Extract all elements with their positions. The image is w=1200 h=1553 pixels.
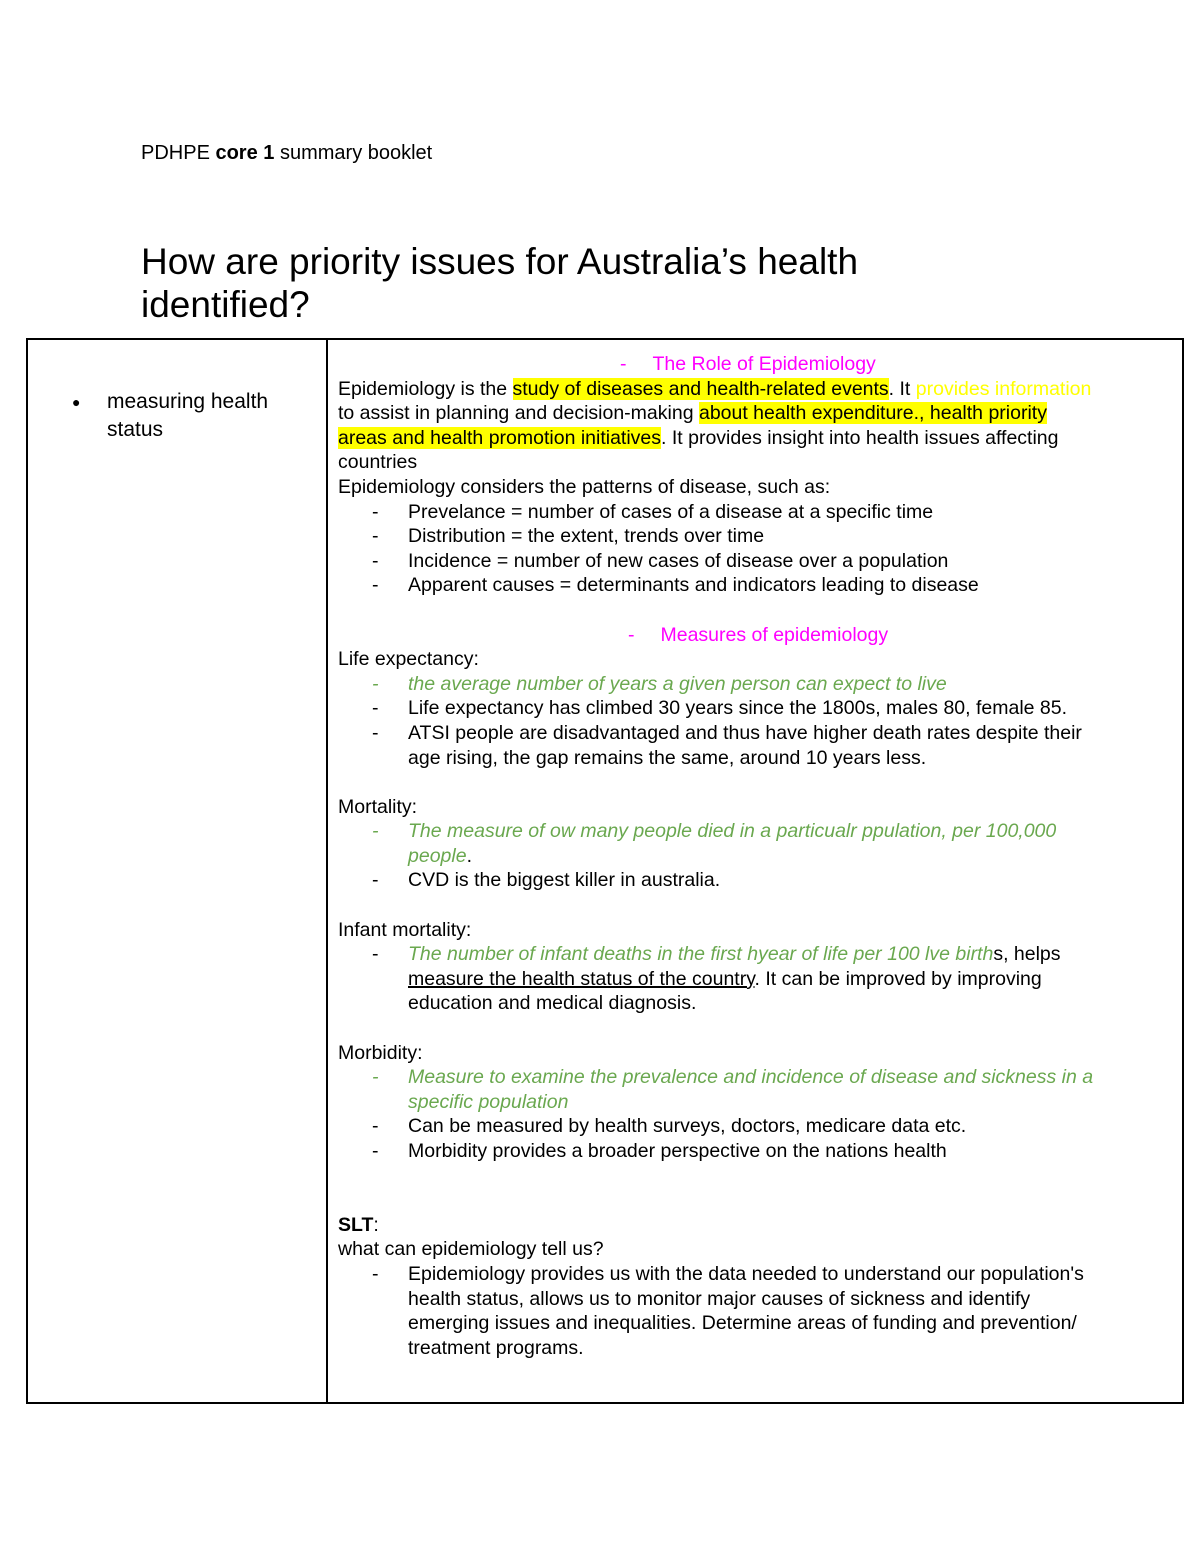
item-text: treatment programs. — [408, 1336, 584, 1359]
dash: - — [372, 500, 379, 523]
highlight-text: study of diseases and health-related events — [512, 377, 889, 400]
intro-line-2 — [338, 401, 1178, 426]
list-item — [338, 1262, 1178, 1287]
item-text: emerging issues and inequalities. Determine areas of funding and prevention/ — [408, 1312, 1077, 1335]
topic-line-1: measuring health — [107, 390, 269, 413]
underlined-text: measure the health status of the country — [408, 967, 755, 990]
list-item-continued — [338, 1287, 1178, 1312]
definition-text: specific population — [408, 1090, 569, 1113]
slt-colon: : — [373, 1213, 379, 1236]
list-item — [338, 696, 1178, 721]
definition-text: The measure of ow many people died in a particualr ppulation, per 100,000 — [408, 820, 1057, 843]
measures-heading — [338, 623, 1178, 648]
topic-label — [107, 388, 307, 444]
list-item-continued — [338, 967, 1178, 992]
heading-dash: - — [620, 353, 627, 375]
summary-table — [26, 338, 1184, 1404]
subtitle-bold: core 1 — [215, 142, 275, 164]
list-item — [338, 721, 1178, 746]
spacer — [338, 893, 1178, 918]
slt-label — [338, 1213, 1178, 1238]
slt-bold: SLT — [338, 1213, 374, 1236]
highlight-text: areas and health promotion initiatives — [338, 426, 662, 449]
dash: - — [372, 672, 379, 695]
item-text: Morbidity provides a broader perspective on the nations health — [408, 1140, 947, 1162]
item-text: Life expectancy has climbed 30 years since the 1800s, males 80, female 85. — [408, 697, 1068, 720]
intro-text: . It — [888, 377, 916, 400]
definition-text: The number of infant deaths in the first hyear of life per 100 lve birth — [408, 943, 994, 966]
intro-line-5: Epidemiology considers the patterns of disease, such as: — [338, 475, 831, 498]
definition-text: people — [408, 844, 467, 867]
item-text: education and medical diagnosis. — [408, 992, 697, 1015]
item-text: s, helps — [993, 943, 1061, 966]
dash: - — [372, 1262, 379, 1285]
yellow-text: provides information — [915, 377, 1092, 400]
dash: - — [372, 1140, 379, 1162]
intro-line-1 — [338, 377, 1178, 402]
list-item — [338, 1065, 1178, 1090]
mortality-label: Mortality: — [338, 795, 418, 818]
item-text: Incidence = number of new cases of disease over a population — [408, 549, 949, 572]
highlight-text: about health expenditure., health priority — [698, 402, 1047, 425]
title-line-1: How are priority issues for Australia’s health — [141, 241, 859, 282]
morbidity-label: Morbidity: — [338, 1041, 423, 1064]
intro-line-4: countries — [338, 451, 418, 474]
subtitle-prefix: PDHPE — [141, 142, 216, 164]
dash: - — [372, 574, 379, 597]
list-item — [338, 500, 1178, 525]
item-text: Can be measured by health surveys, doctors, medicare data etc. — [408, 1115, 967, 1138]
intro-text: Epidemiology is the — [338, 377, 513, 400]
list-item — [338, 573, 1178, 598]
definition-text: the average number of years a given person can expect to live — [408, 672, 947, 695]
list-item-continued — [338, 1336, 1178, 1361]
heading-dash: - — [628, 623, 635, 646]
subtitle-suffix: summary booklet — [274, 142, 433, 164]
intro-text: to assist in planning and decision-making — [338, 402, 699, 425]
item-text: Epidemiology provides us with the data needed to understand our population's — [408, 1262, 1084, 1285]
list-item — [338, 549, 1178, 574]
role-heading-text: The Role of Epidemiology — [652, 353, 876, 375]
role-heading — [338, 352, 1178, 377]
topic-line-2: status — [107, 418, 164, 441]
list-item — [338, 672, 1178, 697]
infant-mortality-label: Infant mortality: — [338, 918, 472, 941]
list-item-continued — [338, 1090, 1178, 1115]
list-item — [338, 1139, 1178, 1164]
column-divider — [326, 340, 328, 1402]
spacer — [338, 1164, 1178, 1189]
right-cell — [338, 352, 1178, 1360]
intro-line-3 — [338, 426, 1178, 451]
list-item — [338, 1114, 1178, 1139]
dash: - — [372, 943, 379, 966]
measures-heading-text: Measures of epidemiology — [660, 623, 889, 646]
dash: - — [372, 721, 379, 744]
list-item — [338, 868, 1178, 893]
page-title — [141, 240, 1041, 326]
item-text: Prevelance = number of cases of a disease at a specific time — [408, 500, 934, 523]
intro-text: . It provides insight into health issues affecting — [661, 426, 1059, 449]
item-text: . It can be improved by improving — [754, 967, 1042, 990]
spacer — [338, 770, 1178, 795]
spacer — [338, 598, 1178, 623]
definition-text: Measure to examine the prevalence and incidence of disease and sickness in a — [408, 1066, 1094, 1089]
document-subtitle — [141, 142, 432, 165]
list-item — [338, 942, 1178, 967]
spacer — [338, 1016, 1178, 1041]
dash: - — [372, 820, 379, 843]
list-item — [338, 524, 1178, 549]
list-item-continued — [338, 1311, 1178, 1336]
life-expectancy-label: Life expectancy: — [338, 648, 479, 671]
list-item-continued — [338, 991, 1178, 1016]
item-text: Apparent causes = determinants and indicators leading to disease — [408, 574, 979, 597]
dash: - — [372, 1115, 379, 1138]
dash: - — [372, 525, 379, 548]
spacer — [338, 1188, 1178, 1213]
list-item-continued — [338, 844, 1178, 869]
bullet-icon: ● — [72, 394, 81, 410]
dash: - — [372, 549, 379, 572]
item-text: age rising, the gap remains the same, around 10 years less. — [408, 746, 927, 769]
title-line-2: identified? — [141, 284, 310, 325]
list-item-continued — [338, 746, 1178, 771]
dash: - — [372, 869, 379, 892]
item-text: Distribution = the extent, trends over time — [408, 525, 765, 548]
item-text: CVD is the biggest killer in australia. — [408, 869, 721, 892]
dash: - — [372, 1066, 379, 1089]
item-text: health status, allows us to monitor major causes of sickness and identify — [408, 1287, 1031, 1310]
dash: - — [372, 697, 379, 720]
item-text: ATSI people are disadvantaged and thus have higher death rates despite their — [408, 721, 1082, 744]
list-item — [338, 819, 1178, 844]
item-text: . — [466, 844, 472, 867]
slt-question: what can epidemiology tell us? — [338, 1238, 604, 1261]
